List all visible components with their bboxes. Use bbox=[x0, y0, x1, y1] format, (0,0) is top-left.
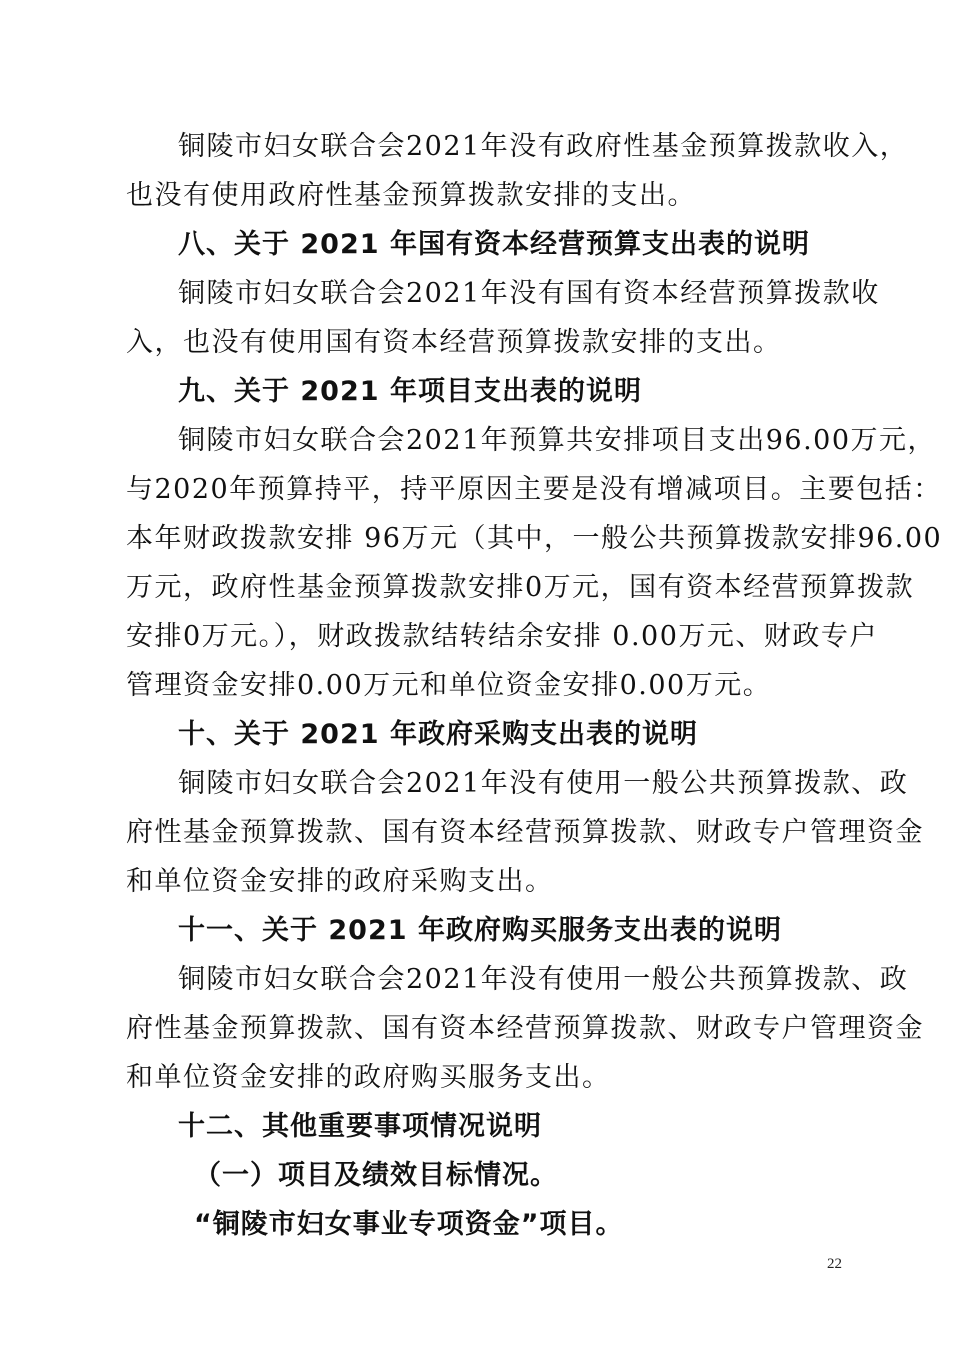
section-heading-8: 八、关于 2021 年国有资本经营预算支出表的说明 bbox=[178, 229, 810, 260]
subsection-heading: （一）项目及绩效目标情况。 bbox=[194, 1160, 558, 1191]
section-heading-11: 十一、关于 2021 年政府购买服务支出表的说明 bbox=[178, 915, 782, 946]
paragraph-line: 和单位资金安排的政府采购支出。 bbox=[126, 866, 554, 897]
paragraph-line: 入，也没有使用国有资本经营预算拨款安排的支出。 bbox=[126, 327, 782, 358]
paragraph-line: 万元，政府性基金预算拨款安排0万元，国有资本经营预算拨款 bbox=[126, 572, 915, 603]
paragraph-line: 府性基金预算拨款、国有资本经营预算拨款、财政专户管理资金 bbox=[126, 817, 924, 848]
paragraph-line: 铜陵市妇女联合会2021年没有使用一般公共预算拨款、政 bbox=[178, 964, 909, 995]
paragraph-line: 铜陵市妇女联合会2021年没有使用一般公共预算拨款、政 bbox=[178, 768, 909, 799]
section-heading-9: 九、关于 2021 年项目支出表的说明 bbox=[178, 376, 642, 407]
section-heading-12: 十二、其他重要事项情况说明 bbox=[178, 1111, 542, 1142]
section-heading-10: 十、关于 2021 年政府采购支出表的说明 bbox=[178, 719, 698, 750]
paragraph-line: 安排0万元。），财政拨款结转结余安排 0.00万元、财政专户 bbox=[126, 621, 878, 652]
page-number: 22 bbox=[827, 1256, 842, 1272]
paragraph-line: 铜陵市妇女联合会2021年没有国有资本经营预算拨款收 bbox=[178, 278, 880, 309]
paragraph-line: 与2020年预算持平，持平原因主要是没有增减项目。主要包括： bbox=[126, 474, 942, 505]
paragraph-line: 府性基金预算拨款、国有资本经营预算拨款、财政专户管理资金 bbox=[126, 1013, 924, 1044]
paragraph-line: 铜陵市妇女联合会2021年预算共安排项目支出96.00万元， bbox=[178, 425, 937, 456]
project-title: “铜陵市妇女事业专项资金”项目。 bbox=[194, 1209, 624, 1240]
paragraph-line: 铜陵市妇女联合会2021年没有政府性基金预算拨款收入， bbox=[178, 131, 909, 162]
paragraph-line: 也没有使用政府性基金预算拨款安排的支出。 bbox=[126, 180, 696, 211]
paragraph-line: 本年财政拨款安排 96万元（其中，一般公共预算拨款安排96.00 bbox=[126, 523, 943, 554]
paragraph-line: 和单位资金安排的政府购买服务支出。 bbox=[126, 1062, 611, 1093]
paragraph-line: 管理资金安排0.00万元和单位资金安排0.00万元。 bbox=[126, 670, 772, 701]
